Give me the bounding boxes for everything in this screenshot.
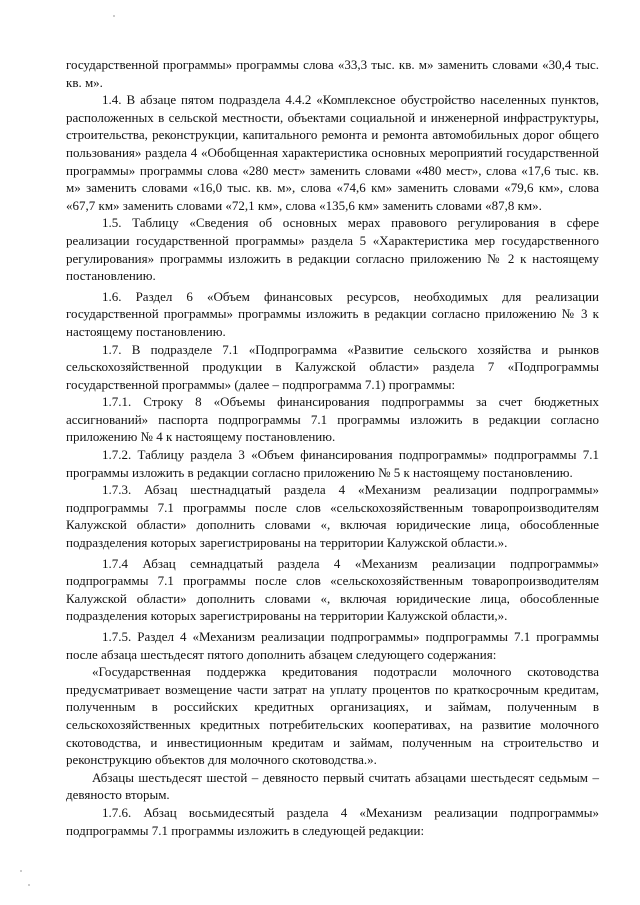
paragraph-1-7-5: 1.7.5. Раздел 4 «Механизм реализации подпрограммы» подпрограммы 7.1 программы после абзаца шестьдесят пятого дополнить абзацем следующего содержания: (66, 629, 599, 662)
paragraph-1-7-2: 1.7.2. Таблицу раздела 3 «Объем финансирования подпрограммы» подпрограммы 7.1 программы изложить в редакции согласно приложению № 5 к настоящему постановлению. (66, 447, 599, 480)
paragraph-1-4: 1.4. В абзаце пятом подраздела 4.4.2 «Комплексное обустройство населенных пунктов, расположенных в сельской местности, объектами социальной и инженерной инфраструктуры, строительства, реконструкции, капитального ремонта и ремонта автомобильных дорог общего пользования» раздела 4 «Обобщенная характеристика основных мероприятий государственной программы» программы слова «280 мест» заменить словами «480 мест», слова «17,6 тыс. кв. м» заменить словами «16,0 тыс. кв. м», слова «74,6 км» заменить словами «79,6 км», слова «67,7 км» заменить словами «72,1 км», слова «135,6 км» заменить словами «87,8 км». (66, 92, 599, 213)
scan-speck (28, 884, 30, 886)
paragraph-renumbering: Абзацы шестьдесят шестой – девяносто первый считать абзацами шестьдесят седьмым – девяносто вторым. (66, 769, 599, 803)
scan-speck (113, 15, 115, 17)
paragraph-quote: «Государственная поддержка кредитования подотрасли молочного скотоводства предусматривает возмещение части затрат на уплату процентов по краткосрочным кредитам, полученным в российских кредитных организациях, и займам, полученным в сельскохозяйственных кредитных потребительских кооперативах, на развитие молочного скотоводства, и инвестиционным кредитам и займам, полученным на строительство и реконструкцию объектов для молочного скотоводства.». (66, 664, 599, 768)
paragraph-1-7: 1.7. В подразделе 7.1 «Подпрограмма «Развитие сельского хозяйства и рынков сельскохозяйственной продукции в Калужской области» раздела 7 «Подпрограммы государственной программы» (далее – подпрограмма 7.1) программы: (66, 341, 599, 392)
paragraph-1-7-6: 1.7.6. Абзац восьмидесятый раздела 4 «Механизм реализации подпрограммы» подпрограммы 7.1 программы изложить в следующей редакции: (66, 804, 599, 838)
paragraph-1-6: 1.6. Раздел 6 «Объем финансовых ресурсов, необходимых для реализации государственной программы» программы изложить в редакции согласно приложению № 3 к настоящему постановлению. (66, 288, 599, 339)
paragraph-1-7-4: 1.7.4 Абзац семнадцатый раздела 4 «Механизм реализации подпрограммы» подпрограммы 7.1 программы после слов «сельскохозяйственным товаропроизводителям Калужской области» дополнить словами «, включая юридические лица, обособленные подразделения которых зарегистрированы на территории Калужской области,». (66, 555, 599, 624)
paragraph-continuation: государственной программы» программы слова «33,3 тыс. кв. м» заменить словами «30,4 тыс. кв. м». (66, 57, 599, 90)
document-body (66, 56, 599, 839)
paragraph-1-7-1: 1.7.1. Строку 8 «Объемы финансирования подпрограммы за счет бюджетных ассигнований» паспорта подпрограммы 7.1 программы изложить в редакции согласно приложению № 4 к настоящему постановлению. (66, 394, 599, 445)
paragraph-1-7-3: 1.7.3. Абзац шестнадцатый раздела 4 «Механизм реализации подпрограммы» подпрограммы 7.1 программы после слов «сельскохозяйственным товаропроизводителям Калужской области» дополнить словами «, включая юридические лица, обособленные подразделения которых зарегистрированы на территории Калужской области.». (66, 482, 599, 551)
scan-speck (20, 870, 22, 872)
paragraph-1-5: 1.5. Таблицу «Сведения об основных мерах правового регулирования в сфере реализации государственной программы» раздела 5 «Характеристика мер государственного регулирования» программы изложить в редакции согласно приложению № 2 к настоящему постановлению. (66, 215, 599, 284)
